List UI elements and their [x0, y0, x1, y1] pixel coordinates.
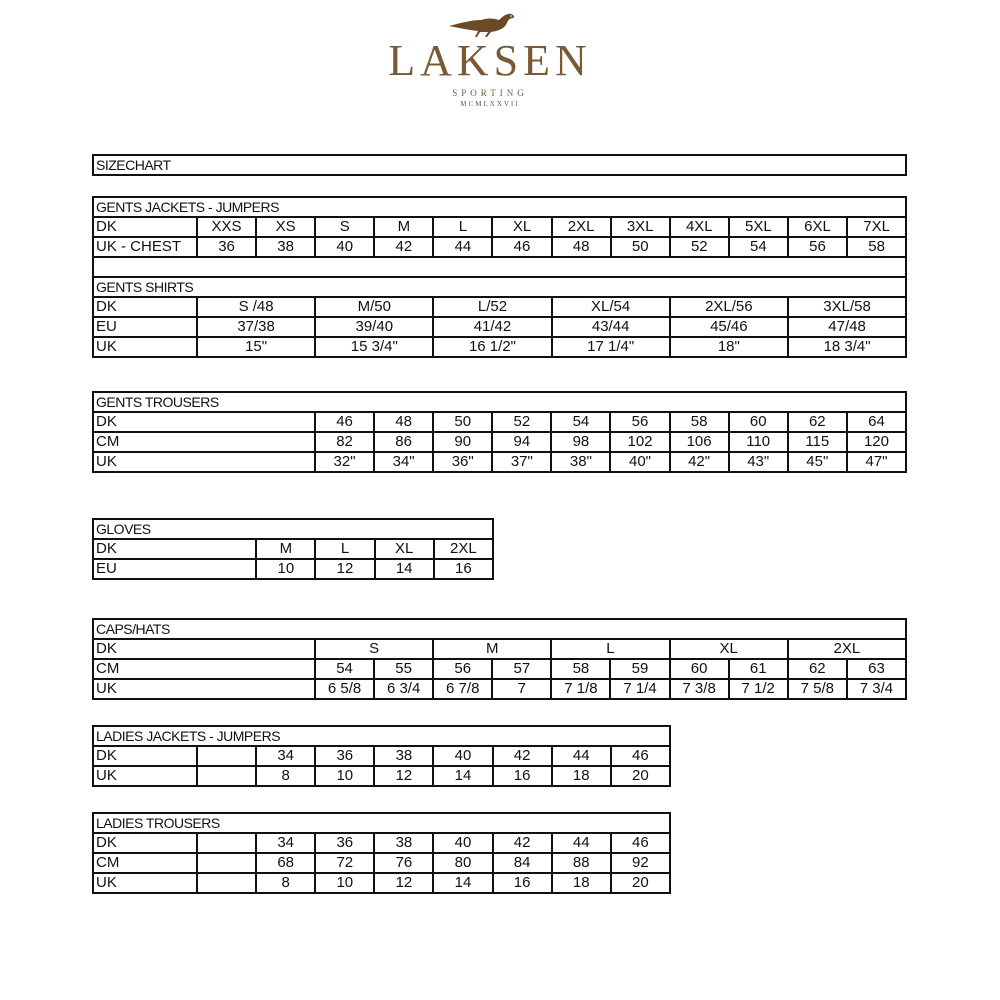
- size-cell: 54: [729, 237, 788, 257]
- size-cell: 6 5/8: [315, 679, 374, 699]
- size-cell: 92: [611, 853, 670, 873]
- gents-trousers-title: GENTS TROUSERS: [93, 392, 906, 412]
- size-cell: 98: [551, 432, 610, 452]
- size-cell: 3XL: [611, 217, 670, 237]
- size-cell: 18 3/4": [788, 337, 906, 357]
- table-row: [93, 217, 906, 237]
- table-row: [93, 317, 906, 337]
- size-cell: 14: [433, 766, 492, 786]
- size-cell: 37": [492, 452, 551, 472]
- row-label: DK: [93, 833, 197, 853]
- size-cell: 38: [374, 833, 433, 853]
- size-cell: 10: [315, 766, 374, 786]
- size-cell: 43": [729, 452, 788, 472]
- table-row: [93, 539, 493, 559]
- row-label: DK: [93, 746, 197, 766]
- size-cell: 52: [492, 412, 551, 432]
- row-label: DK: [93, 412, 315, 432]
- size-cell: 7 3/4: [847, 679, 906, 699]
- size-cell: 63: [847, 659, 906, 679]
- size-cell: 58: [551, 659, 610, 679]
- size-cell: 38: [374, 746, 433, 766]
- size-cell: 34: [256, 833, 315, 853]
- size-cell: 76: [374, 853, 433, 873]
- ladies-trousers-title: LADIES TROUSERS: [93, 813, 670, 833]
- gents-shirts-title: GENTS SHIRTS: [93, 277, 906, 297]
- size-cell: 14: [375, 559, 434, 579]
- size-cell: 57: [492, 659, 551, 679]
- size-cell: 41/42: [433, 317, 551, 337]
- size-cell: 46: [315, 412, 374, 432]
- size-cell: 15": [197, 337, 315, 357]
- size-cell: 62: [788, 659, 847, 679]
- size-cell: M/50: [315, 297, 433, 317]
- size-cell: 50: [611, 237, 670, 257]
- size-cell: 4XL: [670, 217, 729, 237]
- size-cell: 43/44: [552, 317, 670, 337]
- size-cell: 32": [315, 452, 374, 472]
- size-cell: 14: [433, 873, 492, 893]
- size-cell: 2XL: [552, 217, 611, 237]
- table-row: [93, 237, 906, 257]
- table-row: [93, 432, 906, 452]
- size-cell: 16: [434, 559, 493, 579]
- size-cell: 40: [315, 237, 374, 257]
- table-row: [93, 833, 670, 853]
- size-cell: 36: [315, 746, 374, 766]
- size-cell: L/52: [433, 297, 551, 317]
- size-cell: 44: [552, 833, 611, 853]
- size-cell: 12: [315, 559, 374, 579]
- row-label: UK - CHEST: [93, 237, 197, 257]
- size-cell: 106: [670, 432, 729, 452]
- size-cell: 102: [610, 432, 669, 452]
- size-cell: 7XL: [847, 217, 906, 237]
- table-row: [93, 679, 906, 699]
- size-cell: 115: [788, 432, 847, 452]
- size-cell: XL: [375, 539, 434, 559]
- size-cell: 42: [493, 746, 552, 766]
- size-cell: 54: [315, 659, 374, 679]
- table-row: [93, 639, 906, 659]
- row-label: UK: [93, 337, 197, 357]
- size-cell: 2XL: [788, 639, 906, 659]
- size-cell: 20: [611, 766, 670, 786]
- size-cell: XL: [492, 217, 551, 237]
- row-label: UK: [93, 679, 315, 699]
- size-cell: 46: [492, 237, 551, 257]
- table-row: [93, 873, 670, 893]
- size-cell: 6XL: [788, 217, 847, 237]
- size-cell: 56: [610, 412, 669, 432]
- brand-name: LAKSEN: [388, 36, 592, 85]
- size-cell: 2XL: [434, 539, 493, 559]
- row-label: UK: [93, 766, 197, 786]
- brand-logo: [0, 0, 1000, 120]
- size-cell: 36: [197, 237, 256, 257]
- gloves-title: GLOVES: [93, 519, 493, 539]
- size-cell: XS: [256, 217, 315, 237]
- row-label: CM: [93, 853, 197, 873]
- row-label: EU: [93, 317, 197, 337]
- size-cell: 10: [315, 873, 374, 893]
- size-cell: 38: [256, 237, 315, 257]
- size-cell: 54: [551, 412, 610, 432]
- gents-jackets-title: GENTS JACKETS - JUMPERS: [93, 197, 906, 217]
- size-cell: 72: [315, 853, 374, 873]
- table-row: [93, 297, 906, 317]
- size-cell: 58: [847, 237, 906, 257]
- size-cell: 36: [315, 833, 374, 853]
- size-cell: L: [433, 217, 492, 237]
- row-label: DK: [93, 297, 197, 317]
- brand-year: MCMLXXVII: [460, 100, 520, 108]
- row-label: CM: [93, 432, 315, 452]
- size-cell: 15 3/4": [315, 337, 433, 357]
- size-cell: 2XL/56: [670, 297, 788, 317]
- sizechart-title: SIZECHART: [93, 155, 906, 175]
- size-cell: 16 1/2": [433, 337, 551, 357]
- size-cell: M: [433, 639, 551, 659]
- pheasant-icon: [447, 8, 521, 38]
- size-cell: 39/40: [315, 317, 433, 337]
- size-cell: S /48: [197, 297, 315, 317]
- size-cell: 18: [552, 873, 611, 893]
- size-cell: L: [551, 639, 669, 659]
- gloves-table: [92, 518, 494, 580]
- row-spacer: [93, 257, 906, 277]
- size-cell: 80: [433, 853, 492, 873]
- size-cell: 7: [492, 679, 551, 699]
- row-label: UK: [93, 452, 315, 472]
- size-cell: 60: [729, 412, 788, 432]
- size-cell: 94: [492, 432, 551, 452]
- caps-hats-title: CAPS/HATS: [93, 619, 906, 639]
- size-cell: 34": [374, 452, 433, 472]
- size-cell: 62: [788, 412, 847, 432]
- row-label: DK: [93, 217, 197, 237]
- size-cell: 55: [374, 659, 433, 679]
- size-cell: 46: [611, 746, 670, 766]
- row-label: CM: [93, 659, 315, 679]
- size-cell: 38": [551, 452, 610, 472]
- size-cell: 7 5/8: [788, 679, 847, 699]
- size-cell: 61: [729, 659, 788, 679]
- brand-tagline: SPORTING: [452, 88, 528, 98]
- size-cell: 7 1/4: [610, 679, 669, 699]
- caps-hats-table: [92, 618, 907, 700]
- size-cell: 52: [670, 237, 729, 257]
- size-cell: 16: [493, 873, 552, 893]
- size-cell: 48: [552, 237, 611, 257]
- size-cell: 6 7/8: [433, 679, 492, 699]
- table-row: [93, 853, 670, 873]
- size-cell: L: [315, 539, 374, 559]
- size-cell: 58: [670, 412, 729, 432]
- size-cell: 40: [433, 833, 492, 853]
- row-label: UK: [93, 873, 197, 893]
- size-cell: 44: [433, 237, 492, 257]
- table-row: [93, 337, 906, 357]
- size-cell: 17 1/4": [552, 337, 670, 357]
- size-cell: 60: [670, 659, 729, 679]
- table-row: [93, 766, 670, 786]
- empty-cell: [197, 873, 256, 893]
- size-cell: 42: [374, 237, 433, 257]
- size-cell: 16: [493, 766, 552, 786]
- table-row: [93, 559, 493, 579]
- size-cell: 7 1/2: [729, 679, 788, 699]
- size-cell: S: [315, 217, 374, 237]
- size-cell: M: [374, 217, 433, 237]
- ladies-jackets-title: LADIES JACKETS - JUMPERS: [93, 726, 670, 746]
- empty-cell: [197, 766, 256, 786]
- size-cell: 12: [374, 766, 433, 786]
- size-cell: 18": [670, 337, 788, 357]
- size-cell: 64: [847, 412, 906, 432]
- size-cell: 68: [256, 853, 315, 873]
- size-cell: 120: [847, 432, 906, 452]
- size-cell: 88: [552, 853, 611, 873]
- row-label: EU: [93, 559, 256, 579]
- size-cell: 82: [315, 432, 374, 452]
- table-row: [93, 452, 906, 472]
- size-cell: S: [315, 639, 433, 659]
- empty-cell: [197, 833, 256, 853]
- size-cell: 7 1/8: [551, 679, 610, 699]
- size-cell: 36": [433, 452, 492, 472]
- size-cell: 40: [433, 746, 492, 766]
- size-cell: XL: [670, 639, 788, 659]
- size-cell: 46: [611, 833, 670, 853]
- table-row: [93, 659, 906, 679]
- size-cell: 90: [433, 432, 492, 452]
- size-cell: 7 3/8: [670, 679, 729, 699]
- size-cell: 18: [552, 766, 611, 786]
- size-cell: 56: [433, 659, 492, 679]
- gents-jackets-table: [92, 196, 907, 358]
- size-cell: 47/48: [788, 317, 906, 337]
- sizechart-header: [92, 154, 907, 176]
- size-cell: 47": [847, 452, 906, 472]
- size-cell: 45/46: [670, 317, 788, 337]
- size-cell: 59: [610, 659, 669, 679]
- size-cell: 10: [256, 559, 315, 579]
- gents-trousers-table: [92, 391, 907, 473]
- size-cell: 6 3/4: [374, 679, 433, 699]
- row-label: DK: [93, 539, 256, 559]
- table-row: [93, 746, 670, 766]
- size-cell: 44: [552, 746, 611, 766]
- size-cell: 42: [493, 833, 552, 853]
- size-cell: 110: [729, 432, 788, 452]
- size-cell: 3XL/58: [788, 297, 906, 317]
- ladies-jackets-table: [92, 725, 671, 787]
- size-cell: 37/38: [197, 317, 315, 337]
- size-cell: M: [256, 539, 315, 559]
- size-cell: 45": [788, 452, 847, 472]
- size-cell: 56: [788, 237, 847, 257]
- size-cell: XL/54: [552, 297, 670, 317]
- size-cell: 48: [374, 412, 433, 432]
- size-cell: 40": [610, 452, 669, 472]
- size-cell: 84: [493, 853, 552, 873]
- ladies-trousers-table: [92, 812, 671, 894]
- size-cell: 86: [374, 432, 433, 452]
- size-cell: 12: [374, 873, 433, 893]
- size-cell: 5XL: [729, 217, 788, 237]
- size-cell: 50: [433, 412, 492, 432]
- size-cell: 8: [256, 766, 315, 786]
- row-label: DK: [93, 639, 315, 659]
- table-row: [93, 412, 906, 432]
- size-cell: XXS: [197, 217, 256, 237]
- size-cell: 42": [670, 452, 729, 472]
- empty-cell: [197, 746, 256, 766]
- size-cell: 34: [256, 746, 315, 766]
- empty-cell: [197, 853, 256, 873]
- size-cell: 20: [611, 873, 670, 893]
- size-cell: 8: [256, 873, 315, 893]
